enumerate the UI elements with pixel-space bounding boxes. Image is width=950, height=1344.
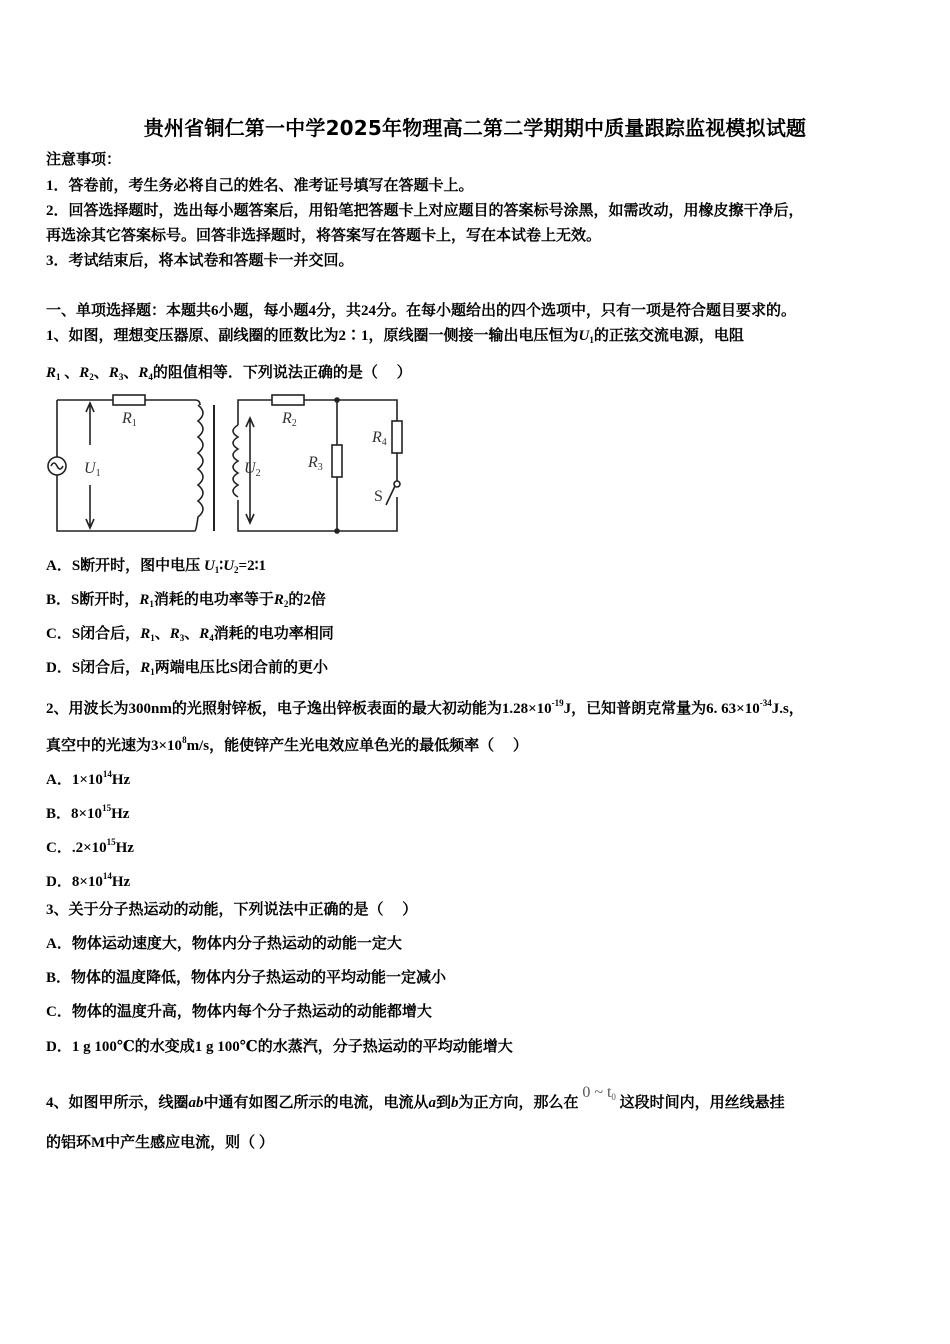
junction-dot — [335, 529, 339, 533]
superscript: 14 — [102, 769, 112, 779]
math-expression: 0 ~ t — [582, 1084, 612, 1101]
text-segment: C．.2×10 — [46, 840, 107, 856]
text-segment: 的2倍 — [288, 592, 326, 608]
text-line — [46, 968, 446, 988]
text-segment: 的铝环M中产生感应电流，则（ ） — [46, 1135, 274, 1151]
subscript: 1 — [214, 565, 220, 575]
resistor-r3 — [332, 445, 342, 477]
text-segment: 再选涂其它答案标号。回答非选择题时，将答案写在答题卡上，写在本试卷上无效。 — [46, 228, 602, 244]
text-segment: C．物体的温度升高，物体内每个分子热运动的动能都增大 — [46, 1004, 432, 1020]
text-segment: 、 — [93, 365, 109, 381]
text-segment: 真空中的光速为3×10 — [46, 738, 183, 754]
text-segment: D．S闭合后， — [46, 660, 141, 676]
text-line — [46, 693, 804, 719]
text-line — [46, 363, 412, 387]
text-segment: 到 — [436, 1095, 452, 1111]
text-line — [46, 764, 130, 790]
math-variable: b — [451, 1095, 459, 1111]
text-segment: B．8×10 — [46, 806, 103, 822]
superscript: 15 — [102, 803, 112, 813]
text-segment: 3．考试结束后，将本试卷和答题卡一并交回。 — [46, 253, 354, 269]
math-variable: ab — [188, 1095, 204, 1111]
text-segment: 2、用波长为300nm的光照射锌板，电子逸出锌板表面的最大初动能为1.28×10 — [46, 701, 552, 717]
text-line — [46, 624, 334, 648]
secondary-coil — [233, 425, 238, 497]
subscript: 4 — [148, 372, 153, 382]
math-variable: a — [428, 1095, 437, 1111]
superscript: 14 — [102, 871, 112, 881]
subscript: 3 — [118, 372, 124, 382]
subscript: 4 — [209, 633, 214, 643]
math-variable: R — [273, 592, 284, 608]
text-segment: Hz — [111, 874, 131, 890]
primary-coil — [195, 405, 203, 531]
text-line — [46, 301, 796, 321]
subscript: 1 — [150, 667, 155, 677]
label-r1: R1 — [122, 410, 137, 429]
superscript: -34 — [759, 698, 772, 708]
sine-wave-icon — [51, 463, 63, 469]
time-range-formula — [582, 1084, 616, 1101]
text-line — [46, 1037, 513, 1057]
text-segment: D．1 g 100℃的水变成1 g 100℃的水蒸汽，分子热运动的平均动能增大 — [46, 1039, 513, 1055]
text-segment: 、 — [154, 626, 170, 642]
label-r2: R2 — [282, 410, 297, 429]
text-segment: Hz — [111, 772, 131, 788]
label-u2: U2 — [244, 460, 261, 479]
text-line — [46, 1083, 785, 1113]
text-line — [46, 201, 804, 221]
text-segment: 注意事项： — [46, 152, 122, 168]
text-segment: J，已知普朗克常量为6. 63×10 — [563, 701, 760, 717]
subscript: 2 — [234, 565, 239, 575]
text-segment: 为正方向，那么在 — [458, 1095, 583, 1111]
text-segment: C．S闭合后， — [46, 626, 141, 642]
text-segment: 3、关于分子热运动的动能，下列说法中正确的是（ ） — [46, 902, 418, 918]
text-segment: 这段时间内，用丝线悬挂 — [615, 1095, 785, 1111]
text-line — [46, 556, 266, 580]
text-segment: A．物体运动速度大，物体内分子热运动的动能一定大 — [46, 936, 402, 952]
junction-dot — [335, 398, 339, 402]
label-r4: R4 — [372, 429, 387, 448]
resistor-r4 — [392, 421, 402, 453]
text-segment: ∶ — [219, 558, 224, 574]
math-variable: R — [140, 660, 151, 676]
math-variable: R — [139, 592, 150, 608]
text-segment: A．S断开时，图中电压 — [46, 558, 204, 574]
math-variable: R — [108, 365, 119, 381]
text-segment: 两端电压比S闭合前的更小 — [154, 660, 329, 676]
text-line — [46, 730, 528, 756]
text-line — [46, 866, 130, 892]
text-line — [46, 658, 328, 682]
text-line — [46, 900, 417, 920]
text-line — [46, 798, 129, 824]
text-segment: 消耗的电功率相同 — [213, 626, 334, 642]
text-segment: 一、单项选择题：本题共6小题，每小题4分，共24分。在每小题给出的四个选项中，只有一项是符合题目要求的。 — [46, 303, 797, 319]
math-variable: R — [140, 626, 151, 642]
subscript: 3 — [179, 633, 185, 643]
math-variable: R — [79, 365, 90, 381]
subscript: 1 — [56, 372, 61, 382]
text-segment: 2．回答选择题时，选出每小题答案后，用铅笔把答题卡上对应题目的答案标号涂黑，如需改动，用橡皮擦干净后， — [46, 203, 804, 219]
text-segment: Hz — [111, 806, 130, 822]
text-line — [46, 590, 326, 614]
text-segment: J.s， — [771, 701, 804, 717]
math-variable: U — [203, 558, 215, 574]
text-segment: Hz — [115, 840, 134, 856]
text-line — [46, 1002, 432, 1022]
text-segment: 的正弦交流电源，电阻 — [593, 328, 744, 344]
text-line — [46, 226, 601, 246]
math-variable: R — [46, 365, 57, 381]
text-segment: A．1×10 — [46, 772, 103, 788]
math-variable: U — [578, 328, 590, 344]
text-segment: B．S断开时， — [46, 592, 140, 608]
text-segment: 、 — [60, 365, 80, 381]
subscript: 1 — [589, 335, 594, 345]
text-segment: 中通有如图乙所示的电流，电流从 — [203, 1095, 429, 1111]
text-segment: =2∶1 — [238, 558, 266, 574]
math-variable: U — [223, 558, 235, 574]
math-variable: R — [199, 626, 210, 642]
text-segment: 4、如图甲所示，线圈 — [46, 1095, 189, 1111]
label-switch: S — [374, 488, 383, 505]
text-line — [46, 150, 121, 170]
text-segment: 的阻值相等．下列说法正确的是（ ） — [152, 365, 412, 381]
subscript: 1 — [149, 599, 154, 609]
text-line — [46, 934, 402, 954]
text-segment: 1、如图，理想变压器原、副线圈的匝数比为2∶1，原线圈一侧接一输出电压恒为 — [46, 328, 579, 344]
transformer-circuit-diagram — [40, 385, 420, 535]
text-segment: m/s，能使锌产生光电效应单色光的最低频率（ ） — [186, 738, 528, 754]
subscript: 1 — [150, 633, 155, 643]
text-segment: 、 — [123, 365, 139, 381]
math-variable: R — [138, 365, 149, 381]
text-segment: 、 — [184, 626, 200, 642]
text-segment: B．物体的温度降低，物体内分子热运动的平均动能一定减小 — [46, 970, 447, 986]
text-line — [46, 251, 354, 271]
text-line — [46, 176, 474, 196]
superscript: -19 — [551, 698, 564, 708]
superscript: 8 — [182, 735, 187, 745]
math-variable: R — [169, 626, 180, 642]
text-line — [46, 326, 744, 350]
resistor-r1 — [113, 395, 145, 405]
page-title: 贵州省铜仁第一中学2025年物理高二第二学期期中质量跟踪监视模拟试题 — [143, 116, 807, 140]
label-r3: R3 — [308, 454, 323, 473]
superscript: 15 — [106, 837, 116, 847]
text-line — [46, 832, 134, 858]
subscript: 0 — [611, 1092, 616, 1102]
subscript: 2 — [89, 372, 94, 382]
text-segment: 1．答卷前，考生务必将自己的姓名、准考证号填写在答题卡上。 — [46, 178, 474, 194]
resistor-r2 — [272, 395, 304, 405]
subscript: 2 — [283, 599, 289, 609]
text-line — [46, 1133, 274, 1153]
switch-s — [386, 486, 395, 505]
text-segment: 消耗的电功率等于 — [153, 592, 274, 608]
text-segment: D．8×10 — [46, 874, 103, 890]
label-u1: U1 — [84, 460, 101, 479]
